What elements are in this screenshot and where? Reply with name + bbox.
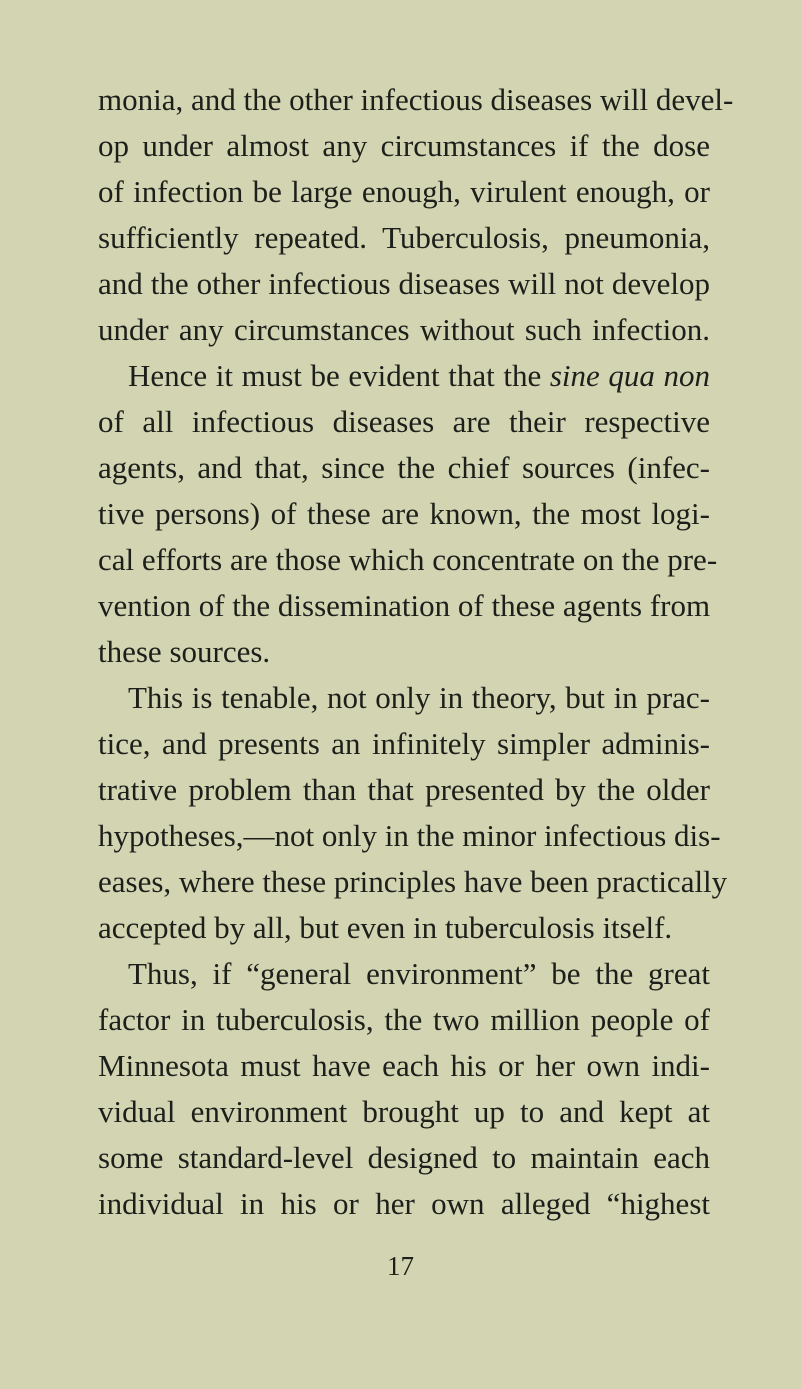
line-text: factor in tuberculosis, the two million people of	[98, 1002, 710, 1037]
text-line	[98, 1043, 710, 1089]
text-line	[98, 1135, 710, 1181]
text-line	[98, 813, 721, 859]
line-text: Minnesota must have each his or her own indi-	[98, 1048, 710, 1083]
line-text: tive persons) of these are known, the most logi-	[98, 496, 710, 531]
text-line	[98, 629, 710, 675]
line-text: sufficiently repeated. Tuberculosis, pneumonia,	[98, 220, 710, 255]
text-line	[98, 445, 710, 491]
line-text: hypotheses,—not only in the minor infectious dis-	[98, 818, 721, 853]
text-line	[98, 399, 710, 445]
line-text: vention of the dissemination of these agents from	[98, 588, 711, 623]
line-text: trative problem than that presented by the older	[98, 772, 710, 807]
text-line	[98, 1089, 710, 1135]
line-text: and the other infectious diseases will not develop	[98, 266, 710, 301]
line-text: accepted by all, but even in tuberculosis itself.	[98, 910, 673, 945]
text-line	[98, 215, 710, 261]
text-line	[98, 261, 710, 307]
text-line	[98, 997, 710, 1043]
line-text: of all infectious diseases are their respective	[98, 404, 710, 439]
line-text: of infection be large enough, virulent enough, or	[98, 174, 710, 209]
line-text: Hence it must be evident that the	[128, 358, 550, 393]
line-text: cal efforts are those which concentrate on the pre-	[98, 542, 718, 577]
text-line	[98, 905, 710, 951]
line-text: these sources.	[98, 634, 271, 669]
line-text: eases, where these principles have been practically	[98, 864, 728, 899]
line-text: agents, and that, since the chief sources (infec-	[98, 450, 710, 485]
text-line	[98, 491, 710, 537]
page-number: 17	[387, 1251, 414, 1281]
text-line	[98, 1181, 710, 1227]
line-text: This is tenable, not only in theory, but in prac-	[128, 680, 710, 715]
text-line	[98, 77, 734, 123]
text-line	[98, 537, 718, 583]
line-text: vidual environment brought up to and kept at	[98, 1094, 710, 1129]
text-line	[98, 721, 710, 767]
text-line	[98, 583, 710, 629]
text-line	[128, 353, 710, 399]
line-text: monia, and the other infectious diseases will devel-	[98, 82, 734, 117]
text-line	[98, 169, 710, 215]
text-line	[98, 123, 710, 169]
line-text: tice, and presents an infinitely simpler adminis-	[98, 726, 710, 761]
line-text: individual in his or her own alleged “highest	[98, 1186, 710, 1221]
text-line	[98, 859, 728, 905]
line-text: under any circumstances without such infection.	[98, 312, 710, 347]
text-line	[98, 767, 710, 813]
text-line	[128, 675, 710, 721]
italic-phrase: sine qua non	[549, 358, 711, 393]
line-text: some standard-level designed to maintain each	[98, 1140, 710, 1175]
line-text: op under almost any circumstances if the dose	[98, 128, 710, 163]
line-text: Thus, if “general environment” be the great	[128, 956, 710, 991]
text-line	[128, 951, 710, 997]
text-line	[98, 307, 710, 353]
